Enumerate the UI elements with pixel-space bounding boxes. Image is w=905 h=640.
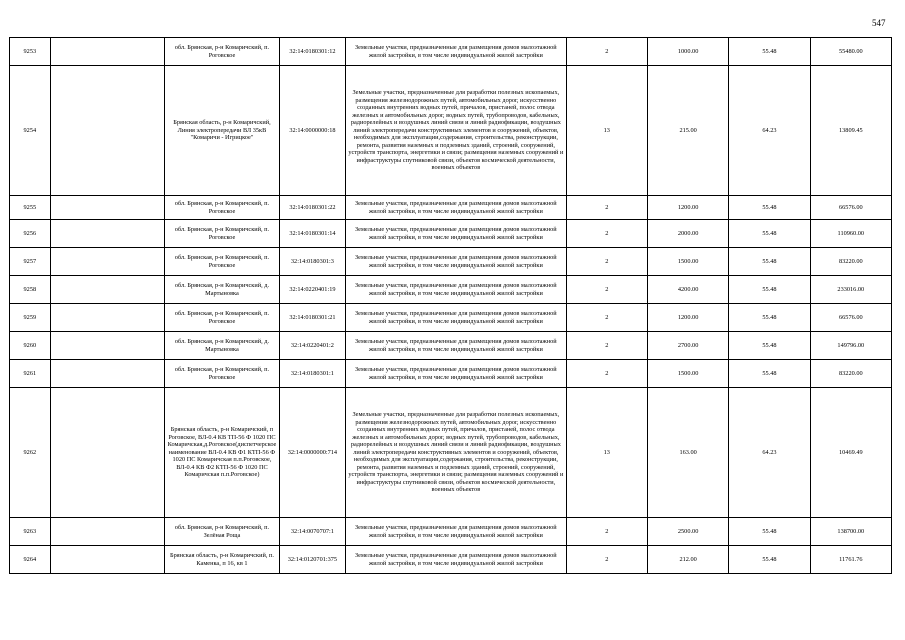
rate-cell: 55.48 <box>729 276 810 304</box>
category-cell: 2 <box>566 304 647 332</box>
cadastral-number-cell: 32:14:0220401:2 <box>279 332 345 360</box>
land-use-cell: Земельные участки, предназначенные для размещения домов малоэтажной жилой застройки, в том числе индивидуальной жилой застройки <box>346 332 567 360</box>
cadastral-number-cell: 32:14:0120701:375 <box>279 546 345 574</box>
spacer-cell <box>50 518 165 546</box>
category-cell: 2 <box>566 276 647 304</box>
spacer-cell <box>50 38 165 66</box>
cadastral-number-cell: 32:14:0070707:1 <box>279 518 345 546</box>
address-cell: Брянская область, р-н Комаричский, п. Каменка, п 16, кв 1 <box>165 546 280 574</box>
spacer-cell <box>50 66 165 196</box>
spacer-cell <box>50 220 165 248</box>
table-row <box>10 546 892 574</box>
page-number: 547 <box>872 18 886 28</box>
category-cell: 2 <box>566 220 647 248</box>
spacer-cell <box>50 304 165 332</box>
cadastral-value-cell: 66576.00 <box>810 196 891 220</box>
cadastral-value-cell: 66576.00 <box>810 304 891 332</box>
address-cell: обл. Брянская, р-н Комаричский, п. Роговское <box>165 196 280 220</box>
row-number: 9259 <box>10 304 51 332</box>
table-row <box>10 332 892 360</box>
spacer-cell <box>50 332 165 360</box>
land-use-cell: Земельные участки, предназначенные для размещения домов малоэтажной жилой застройки, в том числе индивидуальной жилой застройки <box>346 220 567 248</box>
row-number: 9263 <box>10 518 51 546</box>
area-cell: 1200.00 <box>647 304 728 332</box>
table-row <box>10 66 892 196</box>
rate-cell: 55.48 <box>729 220 810 248</box>
table-row <box>10 38 892 66</box>
cadastral-value-table <box>9 37 892 574</box>
land-use-cell: Земельные участки, предназначенные для размещения домов малоэтажной жилой застройки, в том числе индивидуальной жилой застройки <box>346 304 567 332</box>
area-cell: 4200.00 <box>647 276 728 304</box>
area-cell: 2700.00 <box>647 332 728 360</box>
cadastral-value-cell: 10469.49 <box>810 388 891 518</box>
row-number: 9264 <box>10 546 51 574</box>
area-cell: 1200.00 <box>647 196 728 220</box>
cadastral-number-cell: 32:14:0180301:1 <box>279 360 345 388</box>
category-cell: 2 <box>566 248 647 276</box>
row-number: 9257 <box>10 248 51 276</box>
category-cell: 2 <box>566 518 647 546</box>
area-cell: 212.00 <box>647 546 728 574</box>
area-cell: 2000.00 <box>647 220 728 248</box>
cadastral-number-cell: 32:14:0000000:714 <box>279 388 345 518</box>
category-cell: 2 <box>566 332 647 360</box>
rate-cell: 64.23 <box>729 66 810 196</box>
area-cell: 1500.00 <box>647 248 728 276</box>
cadastral-number-cell: 32:14:0180301:22 <box>279 196 345 220</box>
cadastral-value-cell: 83220.00 <box>810 248 891 276</box>
cadastral-number-cell: 32:14:0180301:14 <box>279 220 345 248</box>
land-use-cell: Земельные участки, предназначенные для размещения домов малоэтажной жилой застройки, в том числе индивидуальной жилой застройки <box>346 546 567 574</box>
cadastral-value-cell: 83220.00 <box>810 360 891 388</box>
land-use-cell: Земельные участки, предназначенные для разработки полезных ископаемых, размещения железнодорожных путей, автомобильных дорог, искусственно созданных внутренних водных путей, причалов, пристаней, полос отвода железных и автомобильных дорог, водных путей, трубопроводов, кабельных, радиорелейных и воздушных линий связи и линий радиофикации, воздушных линий электропередачи конструктивных элементов и сооружений, объектов, необходимых для эксплуатации,содержания, строительства, реконструкции, ремонта, развития наземных и подземных зданий, строений, сооружений, устройств транспорта, энергетики и связи; размещения наземных сооружений и инфраструктуры спутниковой связи, объектов космической деятельности, военных объектов <box>346 388 567 518</box>
rate-cell: 55.48 <box>729 196 810 220</box>
cadastral-number-cell: 32:14:0180301:21 <box>279 304 345 332</box>
address-cell: обл. Брянская, р-н Комаричский, п. Роговское <box>165 304 280 332</box>
rate-cell: 55.48 <box>729 304 810 332</box>
cadastral-number-cell: 32:14:0220401:19 <box>279 276 345 304</box>
row-number: 9262 <box>10 388 51 518</box>
land-use-cell: Земельные участки, предназначенные для размещения домов малоэтажной жилой застройки, в том числе индивидуальной жилой застройки <box>346 360 567 388</box>
spacer-cell <box>50 248 165 276</box>
category-cell: 2 <box>566 546 647 574</box>
address-cell: Брянская область, р-н Комаричский, Линия электропередачи ВЛ 35кВ "Комаричи - Игрицкое" <box>165 66 280 196</box>
table-row <box>10 388 892 518</box>
row-number: 9254 <box>10 66 51 196</box>
rate-cell: 55.48 <box>729 360 810 388</box>
address-cell: Брянская область, р-н Комаричский, п Роговское, ВЛ-0.4 КВ ТП-56 Ф 1020 ПС Комаричская,д.Роговское(диспетчерское наименование ВЛ-0.4 КВ Ф1 КТП-56 Ф 1020 ПС Комаричская п.п.Роговское, ВЛ-0.4 КВ Ф2 КТП-56 Ф 1020 ПС Комаричская п.п.Роговское) <box>165 388 280 518</box>
table-row <box>10 518 892 546</box>
spacer-cell <box>50 276 165 304</box>
rate-cell: 55.48 <box>729 518 810 546</box>
spacer-cell <box>50 388 165 518</box>
rate-cell: 64.23 <box>729 388 810 518</box>
table-row <box>10 304 892 332</box>
address-cell: обл. Брянская, р-н Комаричский, п. Роговское <box>165 220 280 248</box>
rate-cell: 55.48 <box>729 248 810 276</box>
table-row <box>10 276 892 304</box>
spacer-cell <box>50 196 165 220</box>
land-use-cell: Земельные участки, предназначенные для размещения домов малоэтажной жилой застройки, в том числе индивидуальной жилой застройки <box>346 276 567 304</box>
cadastral-value-cell: 110960.00 <box>810 220 891 248</box>
area-cell: 163.00 <box>647 388 728 518</box>
rate-cell: 55.48 <box>729 332 810 360</box>
cadastral-value-cell: 55480.00 <box>810 38 891 66</box>
address-cell: обл. Брянская, р-н Комаричский, д. Мартыновка <box>165 276 280 304</box>
rate-cell: 55.48 <box>729 546 810 574</box>
area-cell: 215.00 <box>647 66 728 196</box>
address-cell: обл. Брянская, р-н Комаричский, п. Роговское <box>165 248 280 276</box>
spacer-cell <box>50 546 165 574</box>
address-cell: обл. Брянская, р-н Комаричский, д. Мартыновка <box>165 332 280 360</box>
row-number: 9255 <box>10 196 51 220</box>
land-use-cell: Земельные участки, предназначенные для разработки полезных ископаемых, размещения железнодорожных путей, автомобильных дорог, искусственно созданных внутренних водных путей, причалов, пристаней, полос отвода железных и автомобильных дорог, водных путей, трубопроводов, кабельных, радиорелейных и воздушных линий связи и линий радиофикации, воздушных линий электропередачи конструктивных элементов и сооружений, объектов, необходимых для эксплуатации,содержания, строительства, реконструкции, ремонта, развития наземных и подземных зданий, строений, сооружений, устройств транспорта, энергетики и связи; размещения наземных сооружений и инфраструктуры спутниковой связи, объектов космической деятельности, военных объектов <box>346 66 567 196</box>
land-use-cell: Земельные участки, предназначенные для размещения домов малоэтажной жилой застройки, в том числе индивидуальной жилой застройки <box>346 248 567 276</box>
cadastral-number-cell: 32:14:0180301:12 <box>279 38 345 66</box>
area-cell: 1500.00 <box>647 360 728 388</box>
land-use-cell: Земельные участки, предназначенные для размещения домов малоэтажной жилой застройки, в том числе индивидуальной жилой застройки <box>346 196 567 220</box>
rate-cell: 55.48 <box>729 38 810 66</box>
cadastral-value-cell: 233016.00 <box>810 276 891 304</box>
address-cell: обл. Брянская, р-н Комаричский, п. Роговское <box>165 360 280 388</box>
area-cell: 2500.00 <box>647 518 728 546</box>
land-use-cell: Земельные участки, предназначенные для размещения домов малоэтажной жилой застройки, в том числе индивидуальной жилой застройки <box>346 38 567 66</box>
row-number: 9256 <box>10 220 51 248</box>
land-use-cell: Земельные участки, предназначенные для размещения домов малоэтажной жилой застройки, в том числе индивидуальной жилой застройки <box>346 518 567 546</box>
table-row <box>10 220 892 248</box>
address-cell: обл. Брянская, р-н Комаричский, п. Зелёная Роща <box>165 518 280 546</box>
category-cell: 13 <box>566 388 647 518</box>
cadastral-value-cell: 138700.00 <box>810 518 891 546</box>
cadastral-number-cell: 32:14:0180301:3 <box>279 248 345 276</box>
row-number: 9258 <box>10 276 51 304</box>
cadastral-value-cell: 13809.45 <box>810 66 891 196</box>
table-row <box>10 248 892 276</box>
cadastral-value-cell: 11761.76 <box>810 546 891 574</box>
row-number: 9261 <box>10 360 51 388</box>
area-cell: 1000.00 <box>647 38 728 66</box>
table-row <box>10 360 892 388</box>
category-cell: 2 <box>566 360 647 388</box>
category-cell: 2 <box>566 38 647 66</box>
category-cell: 13 <box>566 66 647 196</box>
row-number: 9260 <box>10 332 51 360</box>
address-cell: обл. Брянская, р-н Комаричский, п. Роговское <box>165 38 280 66</box>
spacer-cell <box>50 360 165 388</box>
cadastral-number-cell: 32:14:0000000:18 <box>279 66 345 196</box>
category-cell: 2 <box>566 196 647 220</box>
row-number: 9253 <box>10 38 51 66</box>
table-row <box>10 196 892 220</box>
cadastral-value-cell: 149796.00 <box>810 332 891 360</box>
